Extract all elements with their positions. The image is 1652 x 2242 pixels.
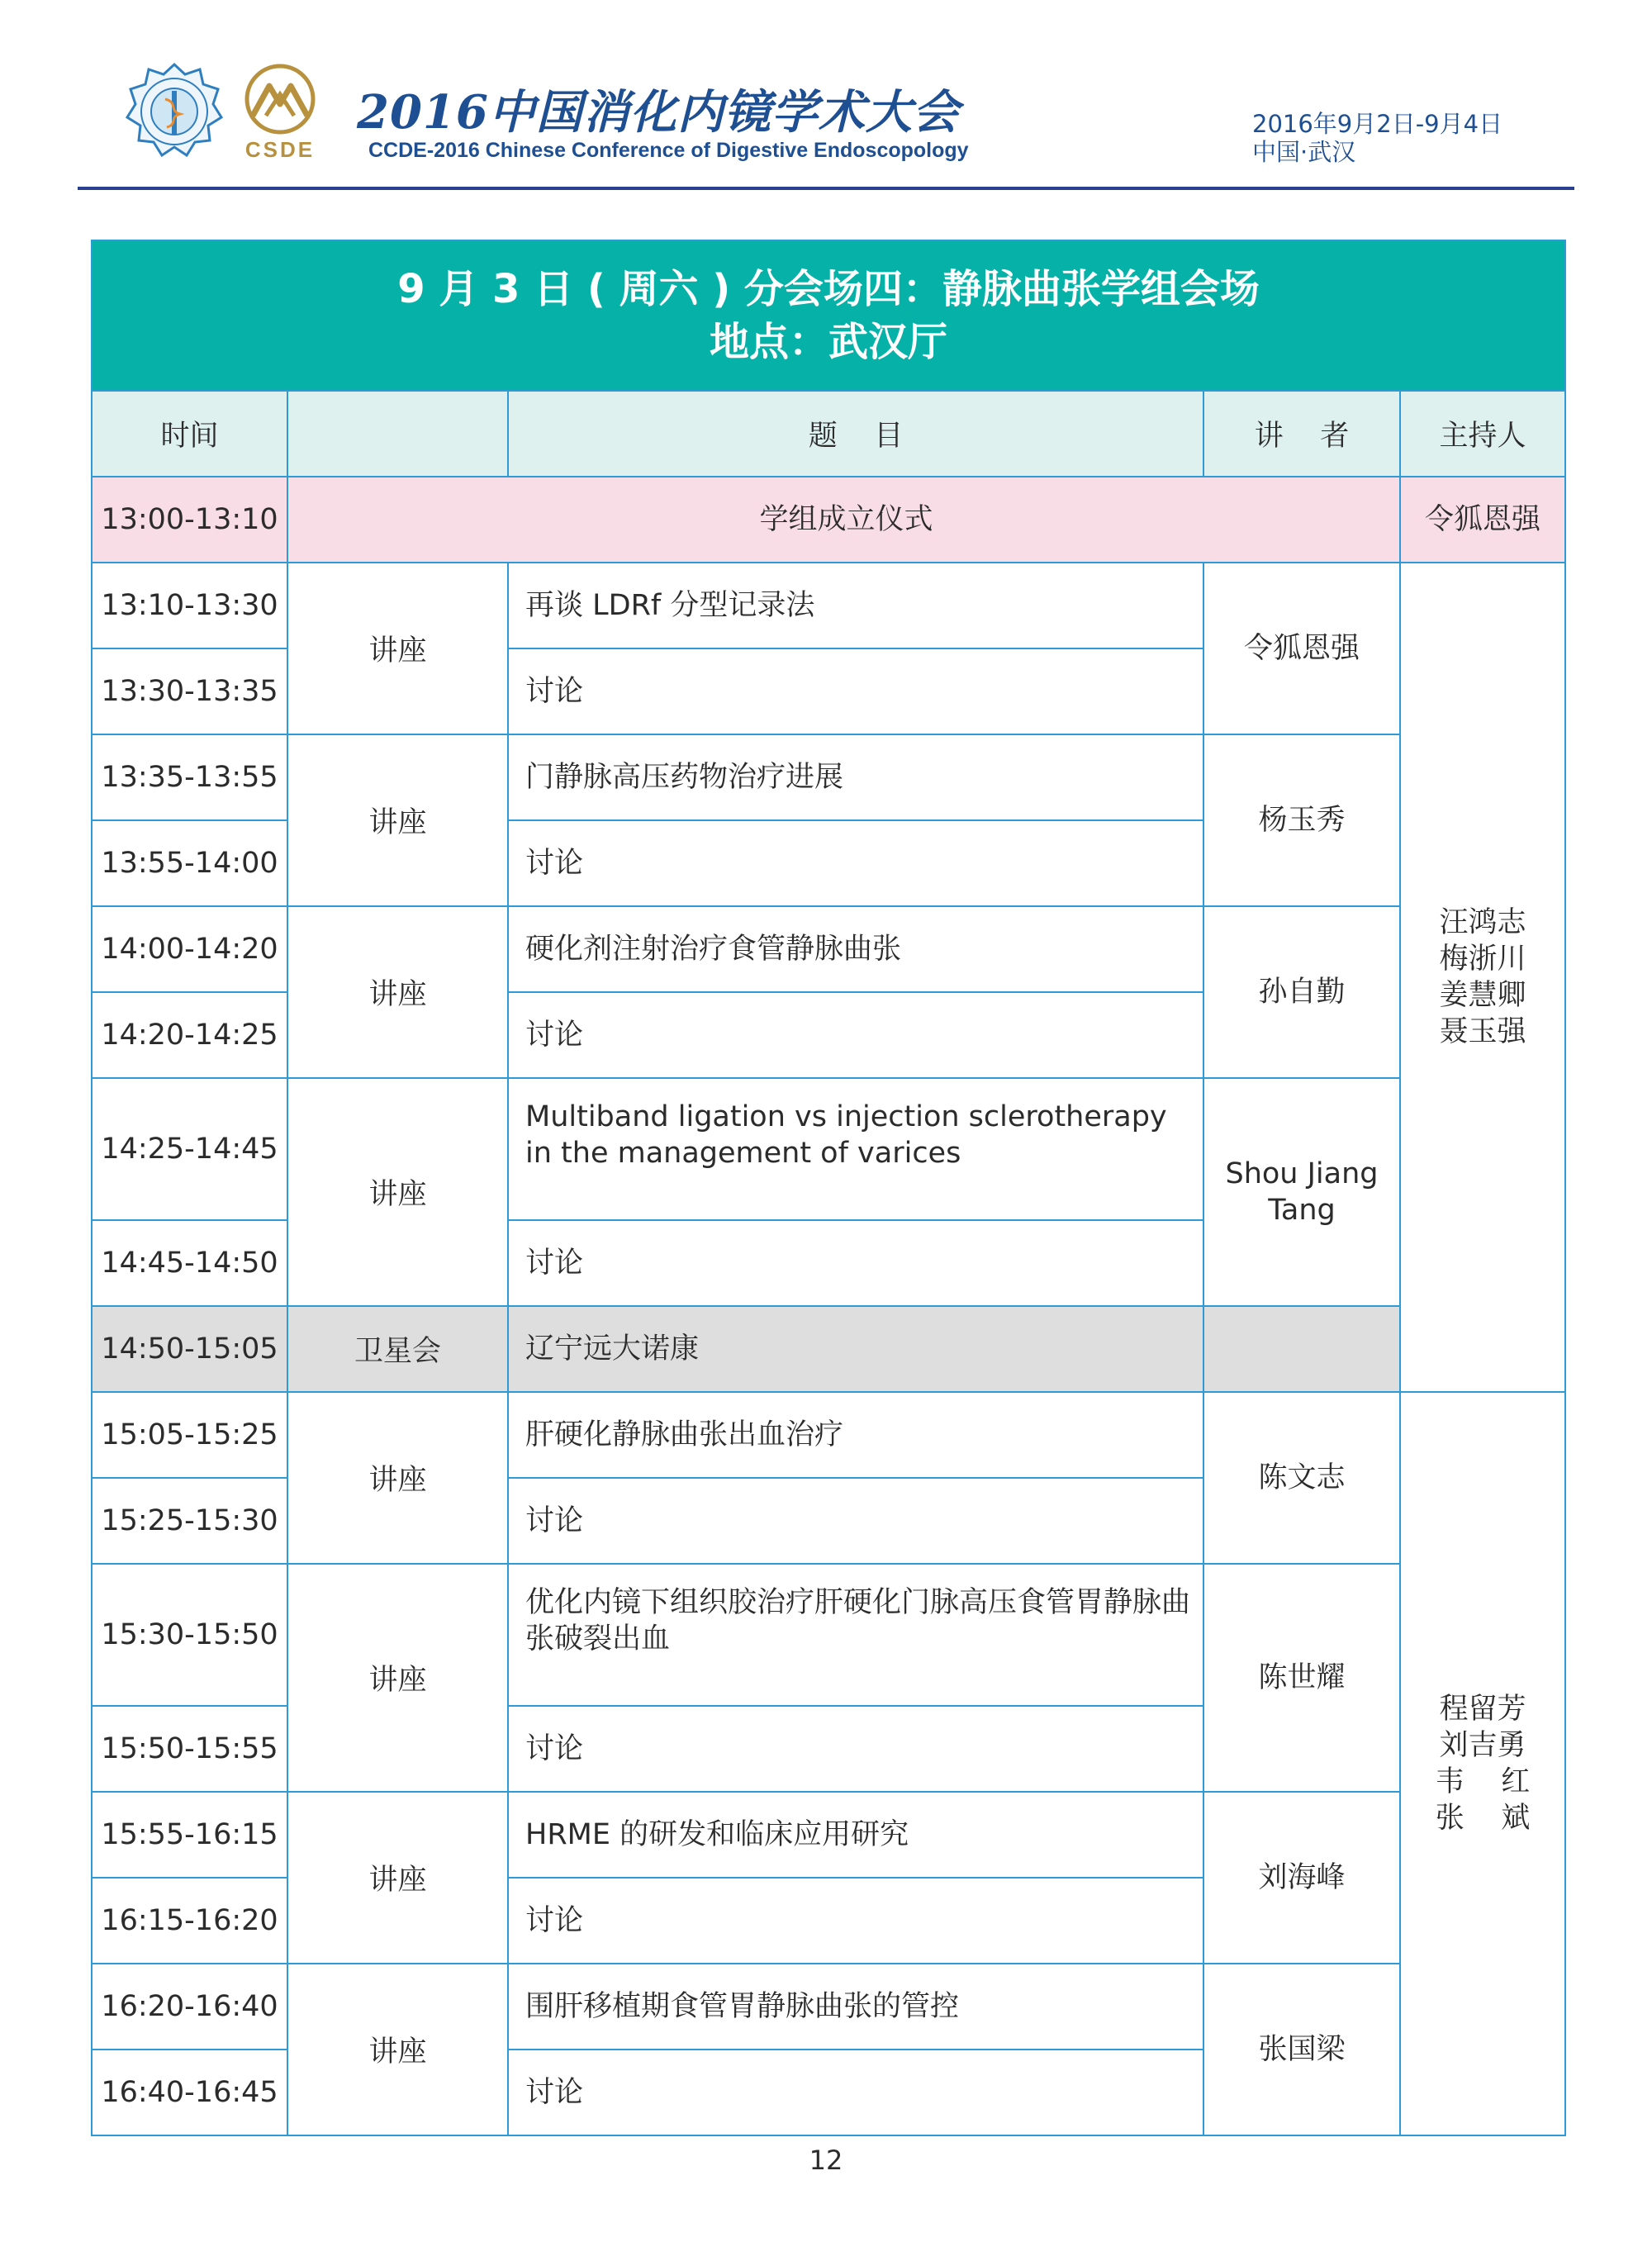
topic-cell: 讨论 bbox=[508, 1478, 1203, 1564]
time-cell: 13:10-13:30 bbox=[92, 563, 287, 648]
topic-cell: 优化内镜下组织胶治疗肝硬化门脉高压食管胃静脉曲张破裂出血 bbox=[508, 1564, 1203, 1706]
time-cell: 13:35-13:55 bbox=[92, 734, 287, 820]
table-row bbox=[92, 1564, 1565, 1706]
time-cell: 16:20-16:40 bbox=[92, 1964, 287, 2050]
type-cell: 讲座 bbox=[287, 906, 508, 1078]
topic-cell: 门静脉高压药物治疗进展 bbox=[508, 734, 1203, 820]
type-cell: 讲座 bbox=[287, 1792, 508, 1964]
speaker-cell: Shou Jiang Tang bbox=[1203, 1078, 1400, 1306]
table-row bbox=[92, 1078, 1565, 1220]
time-cell: 15:05-15:25 bbox=[92, 1392, 287, 1478]
time-cell: 16:40-16:45 bbox=[92, 2050, 287, 2135]
topic-cell: 讨论 bbox=[508, 1220, 1203, 1306]
speaker-cell: 杨玉秀 bbox=[1203, 734, 1400, 906]
speaker-cell: 陈世耀 bbox=[1203, 1564, 1400, 1792]
conference-subtitle: CCDE-2016 Chinese Conference of Digestive Endoscopology bbox=[368, 139, 969, 162]
column-header-type bbox=[287, 391, 508, 477]
host-name: 聂玉强 bbox=[1439, 1015, 1526, 1048]
header-divider bbox=[78, 187, 1574, 190]
schedule-table bbox=[91, 240, 1566, 2136]
host-cell: 令狐恩强 bbox=[1400, 477, 1565, 563]
table-row bbox=[92, 1392, 1565, 1478]
type-cell: 卫星会 bbox=[287, 1306, 508, 1392]
topic-cell: 讨论 bbox=[508, 1706, 1203, 1792]
time-cell: 13:30-13:35 bbox=[92, 648, 287, 734]
host-name: 韦 红 bbox=[1435, 1765, 1531, 1798]
session-title-line: 9 月 3 日 ( 周六 ) 分会场四：静脉曲张学组会场 bbox=[397, 266, 1260, 312]
type-cell: 讲座 bbox=[287, 1078, 508, 1306]
table-row bbox=[92, 1964, 1565, 2050]
type-cell: 讲座 bbox=[287, 563, 508, 734]
page-number: 12 bbox=[809, 2145, 843, 2176]
host-name: 梅浙川 bbox=[1439, 943, 1526, 976]
time-cell: 14:00-14:20 bbox=[92, 906, 287, 992]
table-row bbox=[92, 1306, 1565, 1392]
time-cell: 15:55-16:15 bbox=[92, 1792, 287, 1878]
topic-cell: 讨论 bbox=[508, 2050, 1203, 2135]
type-cell: 讲座 bbox=[287, 1964, 508, 2135]
time-cell: 15:25-15:30 bbox=[92, 1478, 287, 1564]
session-title-row bbox=[92, 240, 1565, 391]
table-row bbox=[92, 477, 1565, 563]
topic-cell: 讨论 bbox=[508, 648, 1203, 734]
table-row bbox=[92, 1792, 1565, 1878]
host-name: 刘吉勇 bbox=[1439, 1729, 1526, 1762]
chinese-medical-association-logo bbox=[124, 61, 225, 162]
host-cell bbox=[1400, 1392, 1565, 2135]
topic-cell: 再谈 LDRf 分型记录法 bbox=[508, 563, 1203, 648]
time-cell: 14:45-14:50 bbox=[92, 1220, 287, 1306]
conference-title: 2016中国消化内镜学术大会 bbox=[357, 85, 960, 140]
csde-label: CSDE bbox=[244, 137, 316, 162]
column-header-topic: 题 目 bbox=[508, 391, 1203, 477]
host-cell bbox=[1400, 563, 1565, 1392]
topic-cell: 硬化剂注射治疗食管静脉曲张 bbox=[508, 906, 1203, 992]
time-cell: 13:00-13:10 bbox=[92, 477, 287, 563]
host-name: 姜慧卿 bbox=[1439, 979, 1526, 1012]
topic-cell: 讨论 bbox=[508, 1878, 1203, 1964]
speaker-cell: 刘海峰 bbox=[1203, 1792, 1400, 1964]
column-header-host: 主持人 bbox=[1400, 391, 1565, 477]
speaker-cell: 陈文志 bbox=[1203, 1392, 1400, 1564]
column-header-row bbox=[92, 391, 1565, 477]
topic-cell: 围肝移植期食管胃静脉曲张的管控 bbox=[508, 1964, 1203, 2050]
column-header-time: 时间 bbox=[92, 391, 287, 477]
table-row bbox=[92, 906, 1565, 992]
topic-cell: 学组成立仪式 bbox=[287, 477, 1400, 563]
topic-cell: 肝硬化静脉曲张出血治疗 bbox=[508, 1392, 1203, 1478]
host-name: 程留芳 bbox=[1439, 1693, 1526, 1726]
time-cell: 14:25-14:45 bbox=[92, 1078, 287, 1220]
time-cell: 14:20-14:25 bbox=[92, 992, 287, 1078]
topic-cell: 辽宁远大诺康 bbox=[508, 1306, 1203, 1392]
time-cell: 15:50-15:55 bbox=[92, 1706, 287, 1792]
host-name: 张 斌 bbox=[1435, 1802, 1531, 1835]
session-title bbox=[92, 240, 1565, 391]
page-header bbox=[0, 0, 1652, 194]
time-cell: 13:55-14:00 bbox=[92, 820, 287, 906]
type-cell: 讲座 bbox=[287, 1392, 508, 1564]
conference-date: 2016年9月2日-9月4日 bbox=[1252, 110, 1503, 138]
host-name: 汪鸿志 bbox=[1439, 906, 1526, 939]
type-cell: 讲座 bbox=[287, 734, 508, 906]
time-cell: 14:50-15:05 bbox=[92, 1306, 287, 1392]
column-header-speaker: 讲 者 bbox=[1203, 391, 1400, 477]
time-cell: 15:30-15:50 bbox=[92, 1564, 287, 1706]
speaker-cell: 张国梁 bbox=[1203, 1964, 1400, 2135]
type-cell: 讲座 bbox=[287, 1564, 508, 1792]
topic-cell: 讨论 bbox=[508, 992, 1203, 1078]
speaker-cell: 令狐恩强 bbox=[1203, 563, 1400, 734]
speaker-cell bbox=[1203, 1306, 1400, 1392]
session-location: 地点：武汉厅 bbox=[710, 319, 948, 365]
topic-cell: Multiband ligation vs injection sclerotherapy in the management of varices bbox=[508, 1078, 1203, 1220]
table-row bbox=[92, 563, 1565, 648]
table-row bbox=[92, 734, 1565, 820]
conference-place: 中国·武汉 bbox=[1252, 138, 1356, 166]
topic-cell: HRME 的研发和临床应用研究 bbox=[508, 1792, 1203, 1878]
speaker-cell: 孙自勤 bbox=[1203, 906, 1400, 1078]
time-cell: 16:15-16:20 bbox=[92, 1878, 287, 1964]
topic-cell: 讨论 bbox=[508, 820, 1203, 906]
